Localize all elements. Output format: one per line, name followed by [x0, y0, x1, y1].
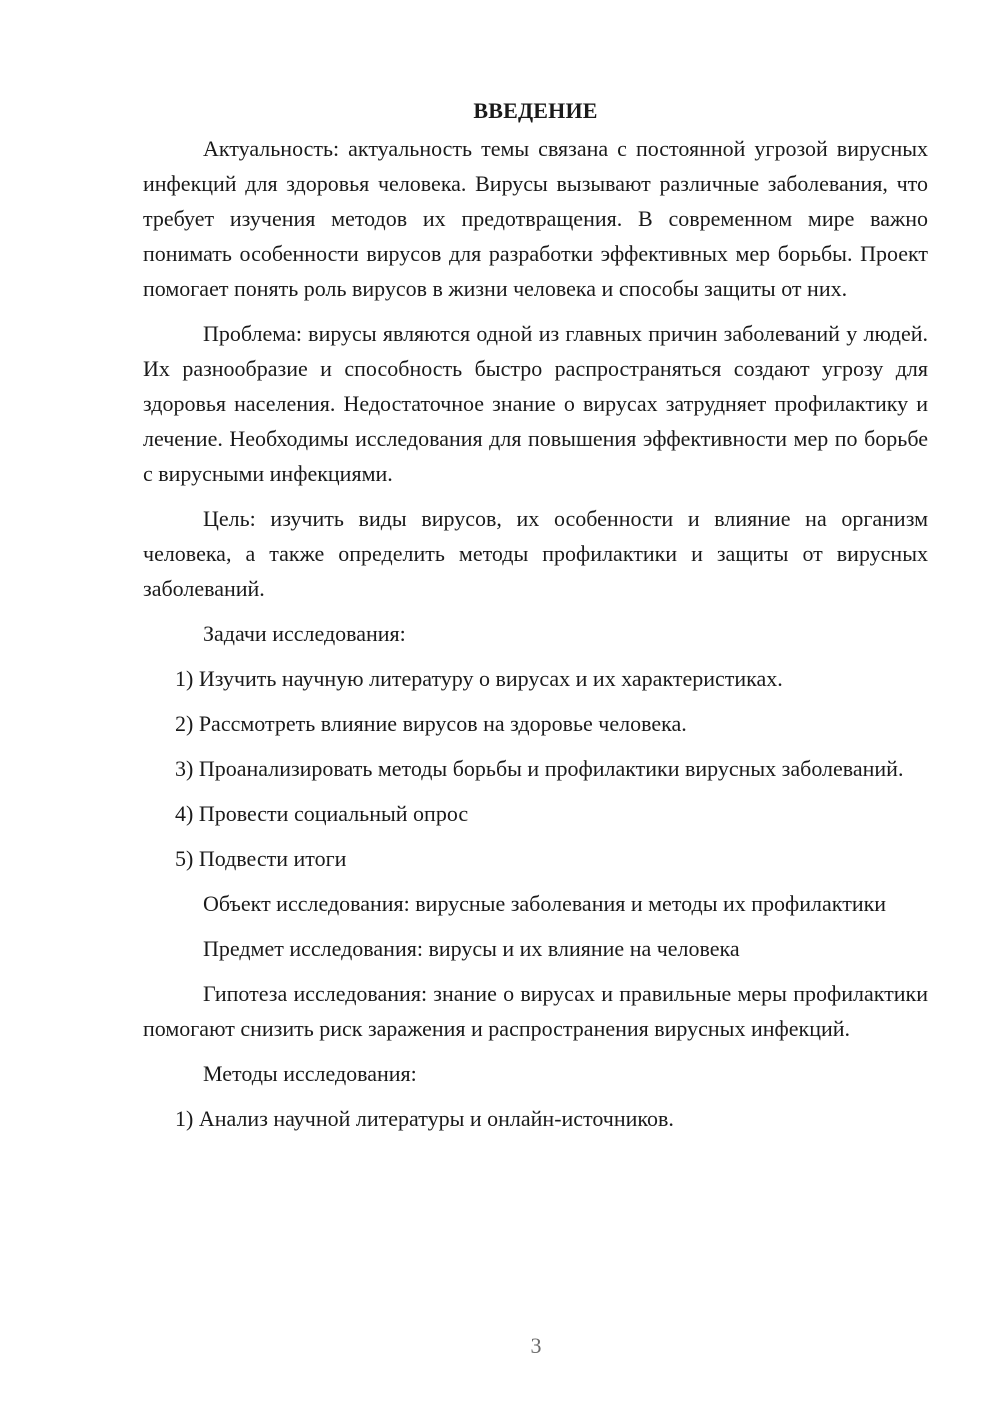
task-item: 1) Изучить научную литературу о вирусах и их характеристиках. [175, 666, 783, 691]
tasks-heading: Задачи исследования: [203, 621, 406, 646]
methods-heading: Методы исследования: [203, 1061, 417, 1086]
subject-paragraph: Предмет исследования: вирусы и их влияние на человека [203, 936, 740, 961]
problem-paragraph: Проблема: вирусы являются одной из главных причин заболеваний у людей. Их разнообразие и способность быстро распространяться создают угрозу для здоровья населения. Недостаточное знание о вирусах затрудняет профилактику и лечение. Необходимы исследования для повышения эффективности мер по борьбе с вирусными инфекциями. [143, 321, 928, 486]
task-item: 3) Проанализировать методы борьбы и профилактики вирусных заболеваний. [175, 756, 904, 781]
section-title: ВВЕДЕНИЕ [473, 98, 598, 123]
task-item: 4) Провести социальный опрос [175, 801, 469, 826]
page-number: 3 [530, 1333, 542, 1358]
method-item: 1) Анализ научной литературы и онлайн-источников. [175, 1106, 674, 1131]
goal-paragraph: Цель: изучить виды вирусов, их особенности и влияние на организм человека, а также определить методы профилактики и защиты от вирусных заболеваний. [143, 506, 928, 601]
relevance-paragraph: Актуальность: актуальность темы связана с постоянной угрозой вирусных инфекций для здоровья человека. Вирусы вызывают различные заболевания, что требует изучения методов их предотвращения. В современном мире важно понимать особенности вирусов для разработки эффективных мер борьбы. Проект помогает понять роль вирусов в жизни человека и способы защиты от них. [143, 136, 928, 301]
task-item: 5) Подвести итоги [175, 846, 347, 871]
task-item: 2) Рассмотреть влияние вирусов на здоровье человека. [175, 711, 687, 736]
object-paragraph: Объект исследования: вирусные заболевания и методы их профилактики [203, 891, 887, 916]
document-page [143, 96, 928, 1136]
hypothesis-paragraph: Гипотеза исследования: знание о вирусах и правильные меры профилактики помогают снизить риск заражения и распространения вирусных инфекций. [143, 981, 928, 1041]
